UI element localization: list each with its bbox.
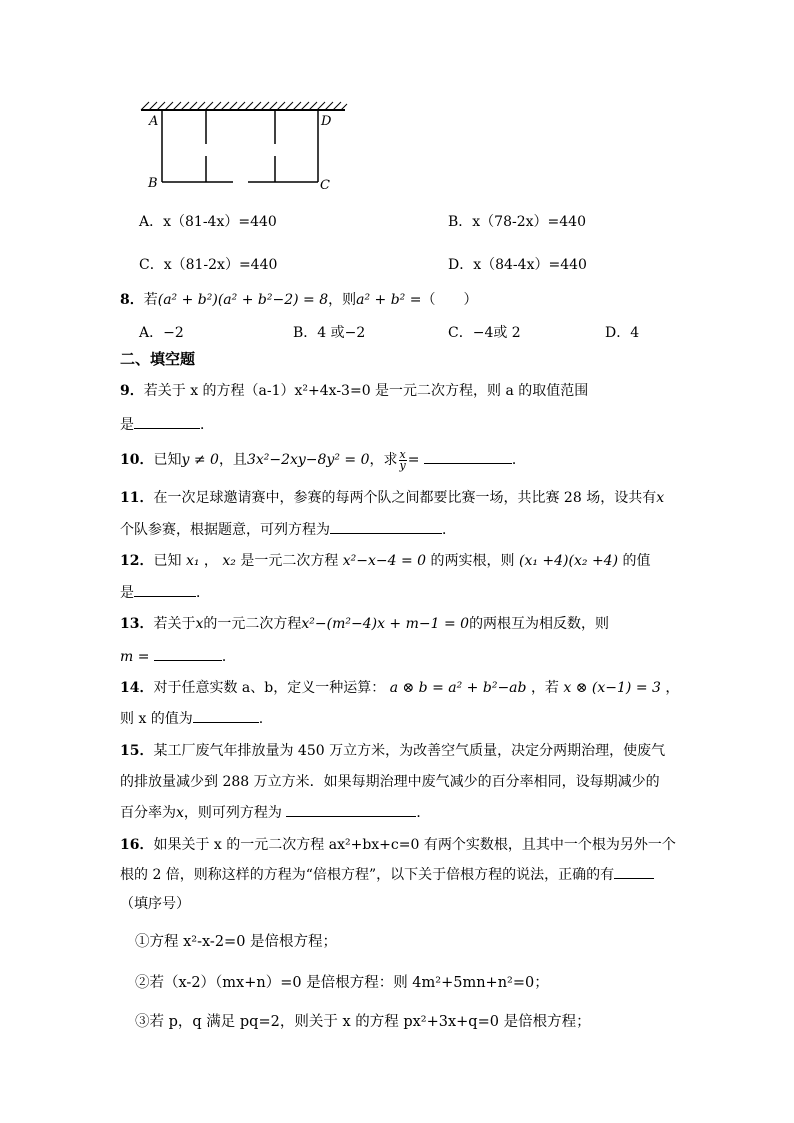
q9-line2-post: ．	[200, 417, 214, 433]
q8-expr: (a² + b²)(a² + b²−2) = 8	[157, 292, 329, 308]
question-8	[120, 289, 477, 309]
q8-option-d: D．4	[605, 325, 640, 341]
question-9-line2	[120, 414, 214, 434]
question-10	[120, 449, 526, 471]
q14-line1-pre: 对于任意实数 a、b，定义一种运算：	[153, 680, 386, 696]
q9-number: 9．	[120, 383, 144, 399]
question-12-line2	[120, 582, 210, 602]
question-11-line2	[120, 519, 456, 539]
q10-cond: y ≠ 0	[181, 452, 219, 468]
q8-expr2: a² + b² =	[356, 292, 422, 308]
q11-number: 11．	[120, 490, 154, 506]
q13-line1-post: 的两根互为相反数，则	[469, 616, 610, 632]
q16-line1: 如果关于 x 的一元二次方程 ax²+bx+c=0 有两个实数根，且其中一个根为另外一个	[153, 837, 676, 853]
question-14-line1	[120, 677, 679, 697]
q7-option-d: D．x（84-4x）=440	[448, 257, 587, 273]
q8-text-mid: ，则	[328, 292, 357, 308]
question-14-line2	[120, 708, 263, 728]
q10-frac-bottom: y	[399, 458, 406, 472]
question-16-line1	[120, 834, 676, 854]
q10-eq: 3x²−2xy−8y² = 0	[246, 452, 370, 468]
q14-line1-mid: ，若	[530, 680, 559, 696]
q13-line2-post: ．	[221, 649, 236, 665]
q10-text-mid2: ，求	[369, 452, 398, 468]
q13-answer-blank[interactable]	[154, 648, 222, 661]
q12-line1-mid: 是一元二次方程	[240, 553, 339, 569]
q8-text-post: （ ）	[421, 292, 478, 308]
q14-line2-post: .	[258, 711, 264, 727]
question-16-line3: （填序号）	[120, 896, 190, 912]
q12-answer-blank[interactable]	[134, 584, 196, 597]
q9-line1: 若关于 x 的方程（a-1）x²+4x-3=0 是一元二次方程，则 a 的取值范围	[143, 383, 589, 399]
q7-option-a: A．x（81-4x）=440	[139, 214, 277, 230]
q12-eq: x²−x−4 = 0	[342, 553, 427, 569]
q11-answer-blank[interactable]	[330, 521, 442, 534]
q10-text-mid: ，且	[218, 452, 247, 468]
question-11-line1	[120, 487, 664, 507]
q12-x1: x₁	[185, 553, 200, 569]
q10-text-post: ．	[511, 452, 526, 468]
q15-var: x	[176, 805, 184, 821]
q8-option-b: B．4 或−2	[293, 325, 366, 341]
q15-number: 15．	[120, 743, 154, 759]
q9-line2-pre: 是	[120, 417, 134, 433]
q8-option-c: C．−4或 2	[448, 325, 521, 341]
question-16-line2	[120, 864, 654, 884]
question-15-line2: 的排放量减少到 288 万立方米．如果每期治理中废气减少的百分率相同，设每期减少的	[120, 774, 660, 790]
question-9-line1	[120, 380, 588, 400]
q12-line1-post: 的值	[622, 553, 651, 569]
q14-number: 14．	[120, 680, 154, 696]
q14-def: a ⊗ b = a² + b²−ab	[389, 680, 527, 696]
q8-option-a: A．−2	[139, 325, 184, 341]
q16-answer-blank[interactable]	[614, 866, 654, 879]
q8-text-pre: 若	[143, 292, 158, 308]
q12-line2-post: ．	[196, 585, 210, 601]
q12-x2: x₂	[222, 553, 236, 569]
q16-number: 16．	[120, 837, 154, 853]
q14-line2-pre: 则 x 的值为	[120, 711, 193, 727]
q10-answer-blank[interactable]	[424, 451, 512, 464]
q14-cond: x ⊗ (x−1) = 3	[563, 680, 661, 696]
label-a: A	[149, 114, 159, 129]
q7-option-b: B．x（78-2x）=440	[448, 214, 586, 230]
q13-number: 13．	[120, 616, 154, 632]
label-b: B	[148, 176, 158, 191]
q13-line1-pre: 若关于	[153, 616, 196, 632]
q11-var: x	[656, 490, 665, 506]
q16-item-1: ①方程 x²-x-2=0 是倍根方程；	[135, 934, 338, 950]
question-13-line2	[120, 646, 236, 666]
q7-option-c: C．x（81-2x）=440	[139, 257, 278, 273]
q12-line1-mid2: 的两实根，则	[430, 553, 515, 569]
q13-line1-mid: 的一元二次方程	[203, 616, 302, 632]
q9-answer-blank[interactable]	[134, 416, 200, 429]
q16-line2: 根的 2 倍，则称这样的方程为“倍根方程”，以下关于倍根方程的说法，正确的有	[120, 867, 615, 883]
section-title: 二、填空题	[120, 350, 196, 368]
q10-eq-sign: =	[407, 452, 420, 468]
q16-item-2: ②若（x-2）（mx+n）=0 是倍根方程：则 4m²+5mn+n²=0；	[135, 975, 549, 991]
q15-answer-blank[interactable]	[286, 804, 416, 817]
label-c: C	[320, 178, 330, 193]
q13-line2-pre: m =	[120, 649, 150, 665]
q10-number: 10．	[120, 452, 154, 468]
q12-sep: ，	[203, 553, 218, 569]
q12-line1-pre: 已知	[153, 553, 182, 569]
q15-line3-mid: ，则可列方程为	[183, 805, 282, 821]
fence-diagram	[137, 98, 349, 194]
q10-frac-top: x	[399, 447, 406, 461]
q15-line3-pre: 百分率为	[120, 805, 176, 821]
q12-line2-pre: 是	[120, 585, 134, 601]
q11-line2-post: ．	[442, 522, 456, 538]
q10-fraction	[399, 447, 407, 472]
question-15-line3	[120, 802, 430, 822]
question-15-line1	[120, 740, 665, 760]
q14-answer-blank[interactable]	[193, 710, 259, 723]
q14-line1-post: ，	[665, 680, 680, 696]
q16-item-3: ③若 p，q 满足 pq=2，则关于 x 的方程 px²+3x+q=0 是倍根方程；	[135, 1014, 591, 1030]
q12-number: 12．	[120, 553, 154, 569]
q12-expr: (x₁ +4)(x₂ +4)	[519, 553, 619, 569]
q11-line1: 在一次足球邀请赛中，参赛的每两个队之间都要比赛一场，共比赛 28 场，设共有	[153, 490, 657, 506]
q8-number: 8．	[120, 292, 144, 308]
label-d: D	[321, 114, 332, 129]
question-13-line1	[120, 613, 609, 633]
q13-eq: x²−(m²−4)x + m−1 = 0	[301, 616, 470, 632]
q10-text-pre: 已知	[153, 452, 182, 468]
question-12-line1	[120, 550, 651, 570]
q15-line3-post: ．	[416, 805, 431, 821]
q11-line2-pre: 个队参赛，根据题意，可列方程为	[120, 522, 330, 538]
q13-var: x	[195, 616, 204, 632]
q15-line1: 某工厂废气年排放量为 450 万立方米，为改善空气质量，决定分两期治理，使废气	[153, 743, 666, 759]
